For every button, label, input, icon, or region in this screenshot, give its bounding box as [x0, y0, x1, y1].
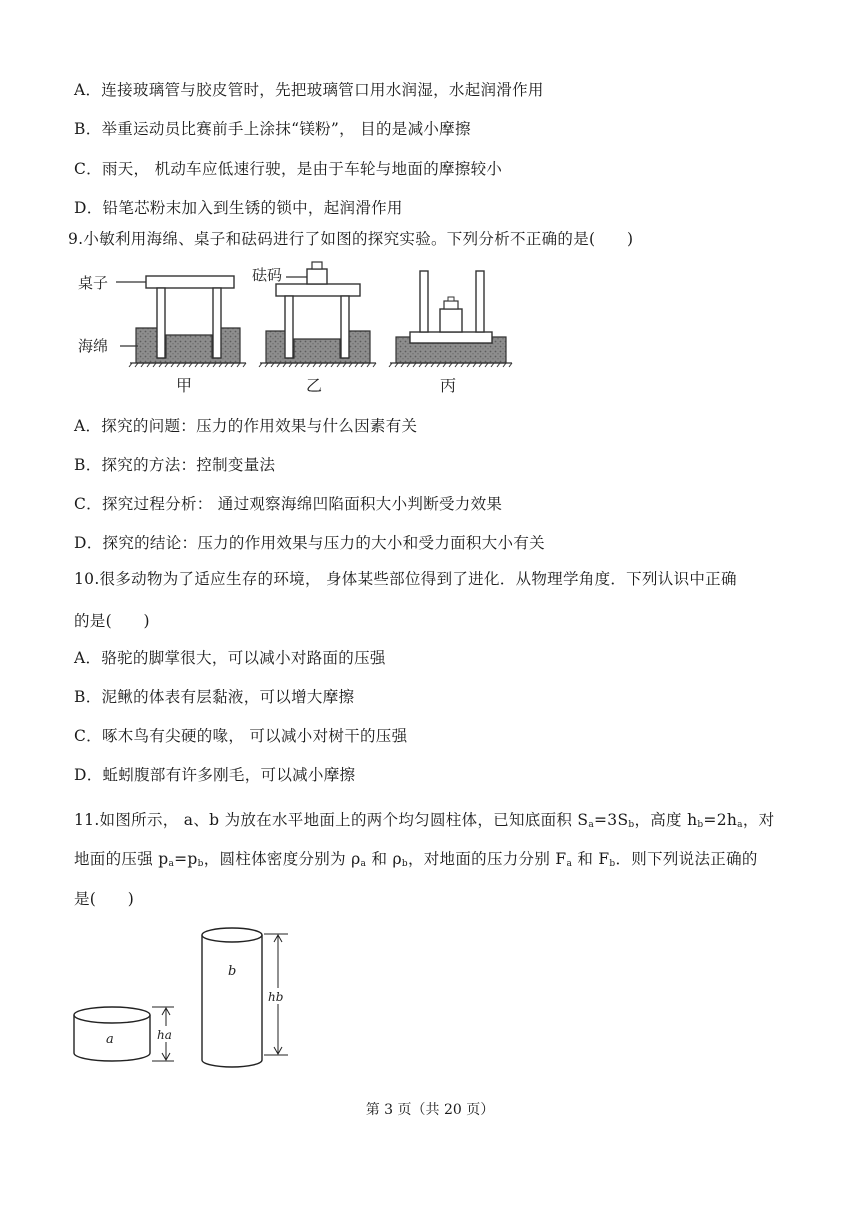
cylinder-b	[202, 928, 262, 1067]
caption-jia: 甲	[176, 376, 193, 395]
subscript: b	[697, 820, 704, 830]
q9-option-a: A．探究的问题：压力的作用效果与什么因素有关	[74, 417, 418, 435]
q11-l2-text: 地面的压强 p	[74, 850, 169, 868]
subscript: a	[566, 859, 573, 869]
q9-stem: 9.小敏利用海绵、桌子和砝码进行了如图的探究实验。下列分析不正确的是( )	[68, 230, 634, 248]
label-weight: 砝码	[252, 266, 283, 284]
q9-option-b: B．探究的方法：控制变量法	[74, 456, 276, 474]
q10-option-b: B．泥鳅的体表有层黏液，可以增大摩擦	[74, 688, 355, 706]
q10-stem-line1: 10.很多动物为了适应生存的环境， 身体某些部位得到了进化．从物理学角度．下列认识中正确	[74, 570, 737, 588]
q9-figure	[74, 255, 514, 400]
q8-option-a: A．连接玻璃管与胶皮管时，先把玻璃管口用水润湿，水起润滑作用	[74, 81, 544, 99]
label-table: 桌子	[78, 274, 109, 292]
panel-bing	[389, 271, 512, 395]
cylinder-a	[74, 1007, 150, 1061]
q11-l2-text: ，圆柱体密度分别为 ρ	[203, 850, 361, 868]
panel-yi	[252, 262, 376, 395]
dimension-ha	[152, 1007, 176, 1061]
caption-yi: 乙	[306, 376, 323, 395]
panel-jia	[78, 274, 246, 395]
q11-l2-text: ，对地面的压力分别 F	[407, 850, 567, 868]
q11-l1-text: ，对	[742, 811, 775, 829]
q11-stem-line2	[74, 847, 758, 869]
q11-l1-text: 11.如图所示， a、b 为放在水平地面上的两个均匀圆柱体，已知底面积 S	[74, 811, 589, 829]
q10-stem-line2: 的是( )	[74, 612, 150, 630]
q11-figure	[70, 920, 300, 1070]
q11-stem-line3: 是( )	[74, 890, 135, 908]
q9-option-c: C．探究过程分析： 通过观察海绵凹陷面积大小判断受力效果	[74, 495, 503, 513]
label-sponge: 海绵	[78, 337, 109, 355]
page-footer: 第 3 页（共 20 页）	[365, 1102, 495, 1118]
subscript: a	[360, 859, 367, 869]
q11-l1-text: =3S	[594, 811, 629, 829]
q11-stem-line1	[74, 808, 774, 830]
subscript: b	[401, 859, 408, 869]
q11-l1-text: =2h	[703, 811, 738, 829]
subscript: a	[737, 820, 743, 830]
dimension-hb	[264, 934, 289, 1055]
subscript: a	[168, 859, 175, 869]
subscript: b	[628, 820, 635, 830]
label-b: b	[228, 964, 237, 979]
q8-option-c: C．雨天， 机动车应低速行驶，是由于车轮与地面的摩擦较小	[74, 160, 503, 178]
q10-option-c: C．啄木鸟有尖硬的喙， 可以减小对树干的压强	[74, 727, 408, 745]
q11-l2-text: 和 ρ	[366, 850, 402, 868]
q8-option-b: B．举重运动员比赛前手上涂抹“镁粉”， 目的是减小摩擦	[74, 120, 471, 138]
label-hb: hb	[268, 990, 284, 1004]
subscript: b	[197, 859, 204, 869]
q11-l1-text: ，高度 h	[634, 811, 698, 829]
q9-option-d: D．探究的结论：压力的作用效果与压力的大小和受力面积大小有关	[74, 534, 545, 552]
q8-option-d: D．铅笔芯粉末加入到生锈的锁中，起润滑作用	[74, 199, 403, 217]
caption-bing: 丙	[440, 376, 457, 395]
subscript: a	[588, 820, 594, 830]
subscript: b	[609, 859, 616, 869]
label-a: a	[106, 1032, 114, 1047]
label-ha: ha	[157, 1028, 172, 1042]
q11-l2-text: =p	[174, 850, 198, 868]
q11-l2-text: 和 F	[572, 850, 610, 868]
q10-option-a: A．骆驼的脚掌很大，可以减小对路面的压强	[74, 649, 386, 667]
q11-l2-text: ．则下列说法正确的	[615, 850, 758, 868]
q10-option-d: D．蚯蚓腹部有许多刚毛，可以减小摩擦	[74, 766, 356, 784]
